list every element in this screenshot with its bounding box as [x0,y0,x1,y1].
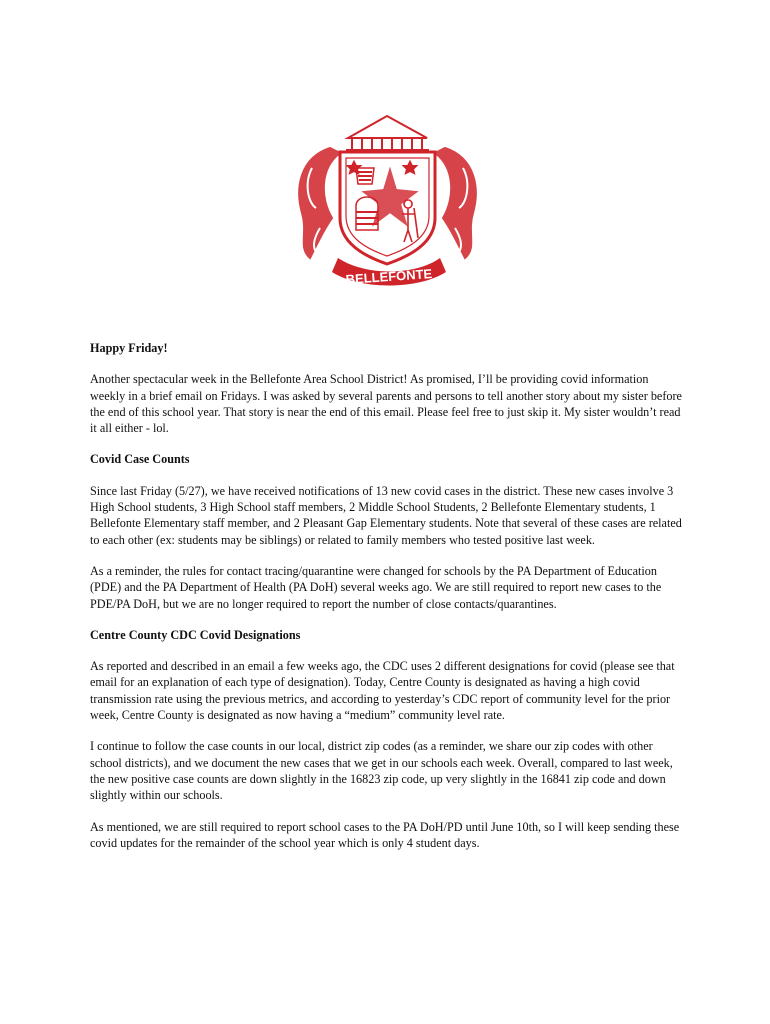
banner-text: BELLEFONTE [345,265,433,288]
cdc-paragraph-1: As reported and described in an email a few weeks ago, the CDC uses 2 different designations for covid (please see that email for an explanation of each type of designation). Today, Centre County is designated as having a high covid transmission rate using the previous metrics, and according to yesterday’s CDC report of community level for the prior week, Centre County is designated as now having a “medium” community level rate. [90,659,675,723]
closing-paragraph: As mentioned, we are still required to report school cases to the PA DoH/PD until June 10th, so I will keep sending these covid updates for the remainder of the school year which is only 4 student days. [90,819,680,850]
greeting: Happy Friday! [90,341,168,355]
cases-paragraph-2: As a reminder, the rules for contact tracing/quarantine were changed for schools by the PA Department of Education (PDE) and the PA Department of Health (PA DoH) several weeks ago. We are still required to report new cases to the PDE/PA DoH, but we are no longer required to report the number of close contacts/quarantines. [90,563,662,611]
cdc-paragraph-2: I continue to follow the case counts in our local, district zip codes (as a reminder, we share our zip codes with other school districts), and we document the new cases that we get in our schools each week. Overall, compared to last week, the new positive case counts are down slightly in the 16823 zip code, up very slightly in the 16841 zip code and down slightly within our schools. [90,739,673,803]
pediment [348,116,427,138]
left-mantling [299,148,340,258]
heading-case-counts: Covid Case Counts [90,452,190,467]
letter-body [90,340,682,866]
heading-cdc-designations: Centre County CDC Covid Designations [90,627,301,642]
bellefonte-crest-logo [290,108,485,290]
cases-paragraph-1: Since last Friday (5/27), we have received notifications of 13 new covid cases in the district. These new cases involve 3 High School students, 3 High School staff members, 2 Middle School Students, 2 Bellefonte Elementary students, 1 Bellefonte Elementary staff member, and 2 Pleasant Gap Elementary students. Note that several of these cases are related to each other (ex: students may be siblings) or related to family members who tested positive last week. [90,483,682,547]
intro-paragraph: Another spectacular week in the Bellefonte Area School District! As promised, I’ll be providing covid information weekly in a brief email on Fridays. I was asked by several parents and persons to tell another story about my sister before the end of this school year. That story is near the end of this email. Please feel free to just skip it. My sister wouldn’t read it all either - lol. [90,372,682,436]
right-mantling [435,148,476,258]
